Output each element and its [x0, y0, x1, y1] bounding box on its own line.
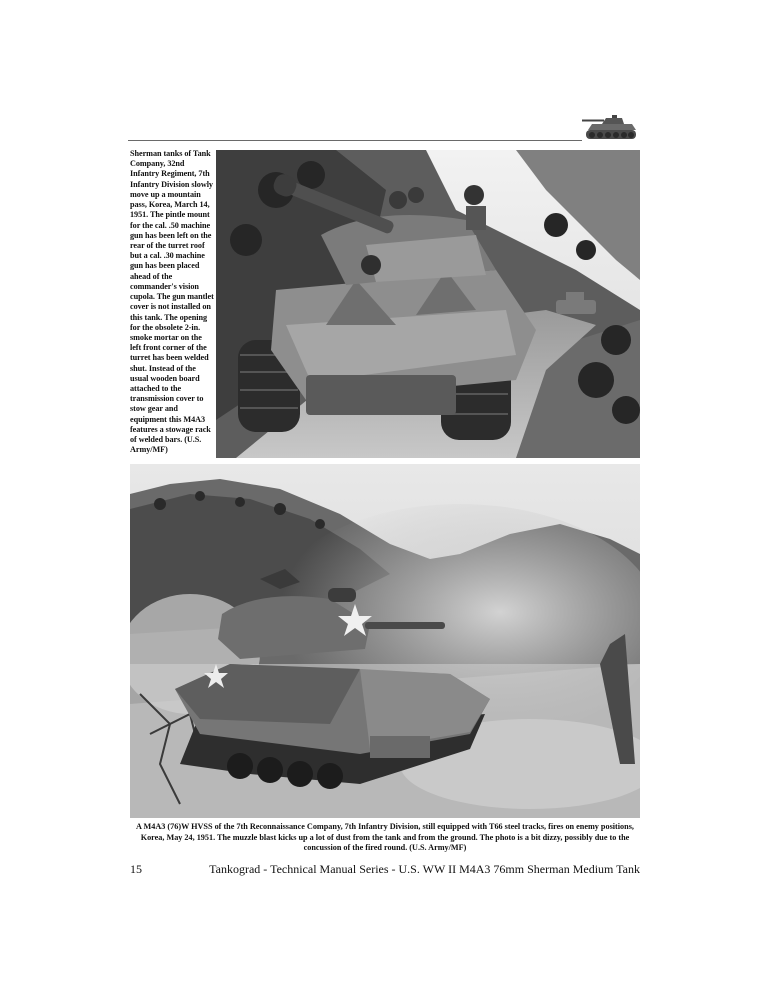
- photo-sherman-tanks-mountain-pass: [216, 150, 640, 458]
- photo-bottom-caption: A M4A3 (76)W HVSS of the 7th Reconnaissance Company, 7th Infantry Division, still equipped with T66 steel tracks, fires on enemy positions, Korea, May 24, 1951. The muzzle blast kicks up a lot of dust from the tank and from the ground. The photo is a bit dizzy, possibly due to the concussion of the fired round. (U.S. Army/MF): [136, 822, 634, 853]
- running-footer-title: Tankograd - Technical Manual Series - U.S. WW II M4A3 76mm Sherman Medium Tank: [209, 862, 640, 876]
- sherman-tank-icon: [580, 110, 642, 144]
- photo-top-caption: Sherman tanks of Tank Company, 32nd Infantry Regiment, 7th Infantry Division slowly move up a mountain pass, Korea, March 14, 1951. The pintle mount for the cal. .50 machine gun has been left on the rear of the turret roof but a cal. .30 machine gun has been placed ahead of the commander's vision cupola. The gun mantlet cover is not installed on this tank. The opening for the obsolete 2-in. smoke mortar on the left front corner of the turret has been welded shut. Instead of the usual wooden board attached to the transmission cover to stow gear and equipment this M4A3 features a stowage rack of welded bars. (U.S. Army/MF): [130, 149, 214, 455]
- header-rule: [128, 140, 582, 141]
- page-number: 15: [130, 862, 142, 876]
- photo-m4a3-firing: [130, 464, 640, 818]
